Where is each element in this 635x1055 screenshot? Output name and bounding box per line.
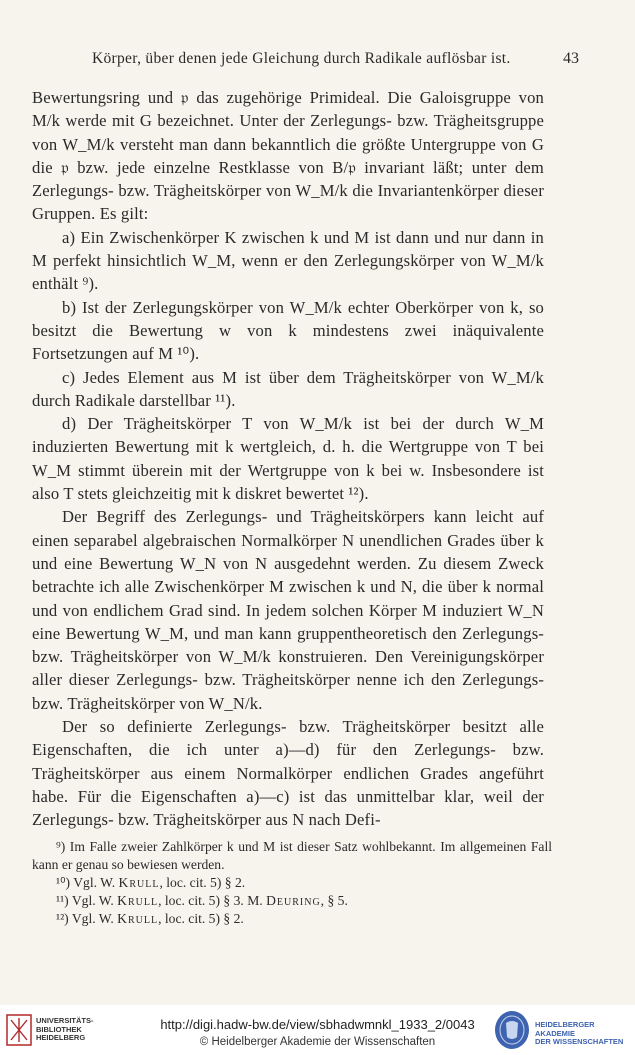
- footnote-11: [32, 892, 552, 910]
- fn11-author2: Deuring: [266, 893, 321, 908]
- fn10-prefix: ¹⁰) Vgl. W.: [56, 875, 119, 890]
- footnotes: [32, 838, 552, 928]
- copyright-notice: © Heidelberger Akademie der Wissenschaften: [199, 1036, 436, 1048]
- footer-bar: [0, 1005, 635, 1055]
- footnote-12: [32, 910, 552, 928]
- fn12-author: Krull: [117, 911, 159, 926]
- fn11-author: Krull: [117, 893, 159, 908]
- academy-seal-icon: [495, 1011, 529, 1049]
- main-text: [32, 86, 544, 832]
- footnote-9: ⁹) Im Falle zweier Zahlkörper k und M ist dieser Satz wohlbekannt. Im allgemeinen Fall kann er genau so bewiesen werden.: [32, 839, 552, 872]
- item-a: a) Ein Zwischenkörper K zwischen k und M ist dann und nur dann in M perfekt hinsichtlich W_M, wenn er den Zerlegungskörper von W_M/k enthält ⁹).: [32, 227, 544, 294]
- fn11-suffix: , § 5.: [320, 893, 348, 908]
- paragraph-3: Der so definierte Zerlegungs- bzw. Trägheitskörper besitzt alle Eigenschaften, die ich unter a)—d) für den Zerlegungs- bzw. Trägheitskörper aus einem Normalkörper endlichen Grades angeführt habe. Für die Eigenschaften a)—c) ist das unmittelbar klar, weil der Zerlegungs- bzw. Trägheitskörper aus N nach Defi-: [32, 717, 544, 830]
- item-c: c) Jedes Element aus M ist über dem Trägheitskörper von W_M/k durch Radikale darstellbar ¹¹).: [32, 367, 544, 410]
- footnote-10: [32, 874, 552, 892]
- item-d: d) Der Trägheitskörper T von W_M/k ist bei der durch W_M induzierten Bewertung mit k wertgleich, d. h. die Wertgruppe von T bei W_M stimmt überein mit der Wertgruppe von k bei w. Insbesondere ist also T stets gleichzeitig mit k diskret bewertet ¹²).: [32, 414, 544, 504]
- fn11-mid: , loc. cit. 5) § 3. M.: [158, 893, 267, 908]
- fn11-prefix: ¹¹) Vgl. W.: [56, 893, 118, 908]
- running-title: Körper, über denen jede Gleichung durch Radikale auflösbar ist.: [92, 50, 511, 67]
- paragraph-1: Bewertungsring und 𝔭 das zugehörige Primideal. Die Galoisgruppe von M/k werde mit G bezeichnet. Unter der Zerlegungs- bzw. Trägheitsgruppe von W_M/k versteht man dann bekanntlich die größte Untergruppe von G die 𝔭 bzw. jede einzelne Restklasse von B/𝔭 invariant läßt; unter dem Zerlegungs- bzw. Trägheitskörper von W_M/k die Invariantenkörper dieser Gruppen. Es gilt:: [32, 88, 544, 224]
- fn12-prefix: ¹²) Vgl. W.: [56, 911, 118, 926]
- page-number: 43: [563, 50, 579, 67]
- academy-name: HEIDELBERGER AKADEMIE DER WISSENSCHAFTEN: [535, 1020, 624, 1046]
- running-header: [0, 50, 635, 72]
- fn10-author: Krull: [118, 875, 160, 890]
- source-url-link[interactable]: http://digi.hadw-bw.de/view/sbhadwmnkl_1933_2/0043: [160, 1017, 475, 1032]
- fn10-suffix: , loc. cit. 5) § 2.: [159, 875, 246, 890]
- library-name: UNIVERSITÄTS- BIBLIOTHEK HEIDELBERG: [36, 1016, 94, 1042]
- paragraph-2: Der Begriff des Zerlegungs- und Trägheitskörpers kann leicht auf einen separabel algebraischen Normalkörper N unendlichen Grades über k und eine Bewertung W_N von N ausgedehnt werden. Zu diesem Zweck betrachte ich alle Zwischenkörper M zwischen k und N, die über k normal und von endlichem Grad sind. In jedem solchen Körper M induziert W_N eine Bewertung W_M, und man kann gruppentheoretisch den Zerlegungs- bzw. Trägheitskörper von W_M/k konstruieren. Den Vereinigungskörper aller dieser Zerlegungs- bzw. Trägheitskörper nenne ich den Zerlegungs- bzw. Trägheitskörper von W_N/k.: [32, 507, 544, 713]
- fn12-suffix: , loc. cit. 5) § 2.: [158, 911, 244, 926]
- item-b: b) Ist der Zerlegungskörper von W_M/k echter Oberkörper von k, so besitzt die Bewertung w von k mindestens zwei inäquivalente Fortsetzungen auf M ¹⁰).: [32, 297, 544, 364]
